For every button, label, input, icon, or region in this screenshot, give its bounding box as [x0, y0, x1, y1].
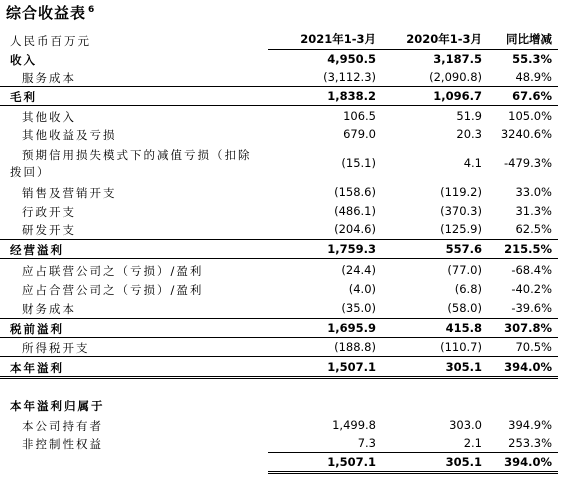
row-rule: [0, 378, 558, 379]
table-row: 应占联营公司之（亏损）/盈利 (24.4) (77.0) -68.4%: [22, 263, 552, 278]
table-row: 应占合营公司之（亏损）/盈利 (4.0) (6.8) -40.2%: [22, 282, 552, 297]
table-row: 收入 4,950.5 3,187.5 55.3%: [10, 52, 552, 67]
row-rule: [0, 356, 558, 357]
table-row: 经营溢利 1,759.3 557.6 215.5%: [10, 242, 552, 257]
row-rule: [0, 258, 558, 259]
page-title: 综合收益表 $^6$: [6, 4, 96, 22]
header-2021: 2021年1-3月: [300, 32, 376, 46]
table-row: 预期信用损失模式下的减值亏损（扣除 拨回） (15.1) 4.1 -479.3%: [10, 148, 552, 179]
table-row: 其他收益及亏损 679.0 20.3 3240.6%: [22, 127, 552, 142]
table-row: 本公司持有者 1,499.8 303.0 394.9%: [22, 418, 552, 433]
table-header: [0, 31, 568, 49]
table-row: 其他收入 106.5 51.9 105.0%: [22, 109, 552, 124]
table-row: 本年溢利 1,507.1 305.1 394.0%: [10, 360, 552, 375]
footnote-marker: 6: [88, 5, 96, 15]
table-row: 所得税开支 (188.8) (110.7) 70.5%: [22, 340, 552, 355]
row-rule: [0, 376, 558, 377]
table-row: 行政开支 (486.1) (370.3) 31.3%: [22, 204, 552, 219]
table-row: 研发开支 (204.6) (125.9) 62.5%: [22, 222, 552, 237]
table-row: 财务成本 (35.0) (58.0) -39.6%: [22, 301, 552, 316]
header-2020: 2020年1-3月: [406, 32, 482, 46]
table-row: 毛利 1,838.2 1,096.7 67.6%: [10, 89, 552, 104]
row-rule: [268, 471, 558, 472]
unit-label: 人民币百万元: [10, 34, 91, 48]
row-rule: [268, 473, 558, 474]
table-row: 税前溢利 1,695.9 415.8 307.8%: [10, 321, 552, 336]
table-row: 服务成本 (3,112.3) (2,090.8) 48.9%: [22, 70, 552, 85]
header-yoy: 同比增减: [506, 32, 552, 46]
table-row: 销售及营销开支 (158.6) (119.2) 33.0%: [22, 185, 552, 200]
table-row: 非控制性权益 7.3 2.1 253.3%: [22, 436, 552, 451]
table-row: 1,507.1 305.1 394.0%: [327, 455, 552, 469]
row-rule: [0, 105, 558, 106]
table-row: 本年溢利归属于: [10, 399, 105, 413]
